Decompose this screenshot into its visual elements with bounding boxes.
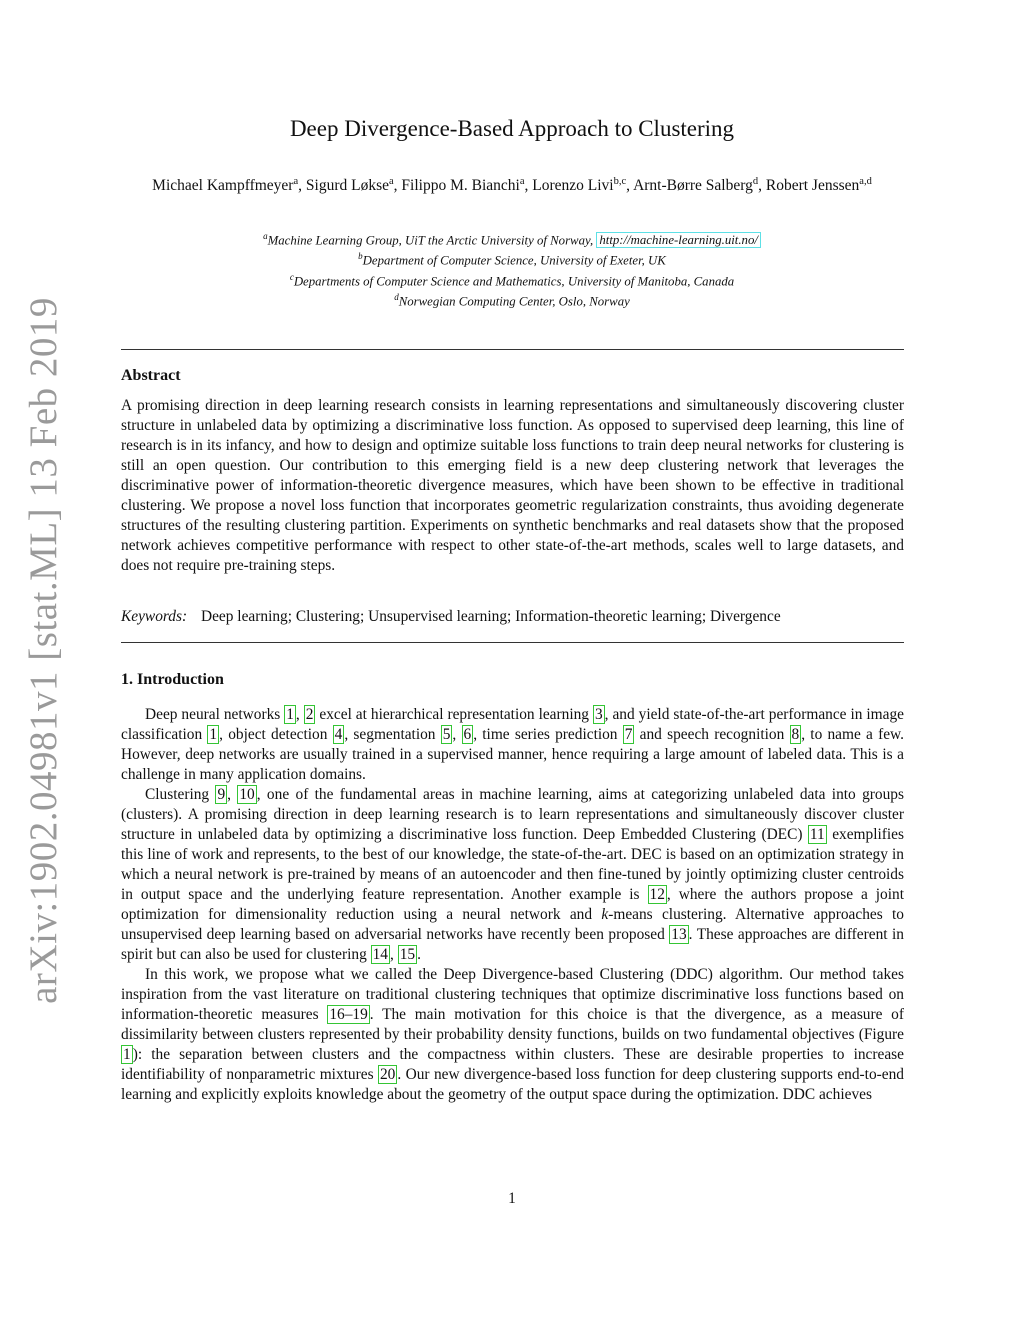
citation-link[interactable]: 20 xyxy=(379,1066,396,1083)
citation-link[interactable]: 1 xyxy=(209,726,218,743)
introduction-body xyxy=(121,705,904,1105)
author-affiliation-marker: a xyxy=(388,176,394,187)
arxiv-identifier-text: arXiv:1902.04981v1 [stat.ML] 13 Feb 2019 xyxy=(21,296,65,1004)
citation-link[interactable]: 4 xyxy=(334,726,343,743)
citation-link[interactable]: 13 xyxy=(671,926,687,943)
citation-link[interactable]: 16–19 xyxy=(329,1006,368,1023)
citation-link[interactable]: 8 xyxy=(791,726,800,743)
arxiv-identifier-stamp xyxy=(14,296,72,1004)
affiliation-marker: b xyxy=(358,251,363,262)
author-name: Sigurd Løkse xyxy=(305,177,389,195)
affiliation-text: Department of Computer Science, University of Exeter, UK xyxy=(362,253,666,268)
keywords-line xyxy=(121,608,904,626)
abstract-bottom-rule xyxy=(121,642,904,643)
citation-link[interactable]: 14 xyxy=(372,946,388,963)
affiliation-link[interactable]: http://machine-learning.uit.no/ xyxy=(596,232,761,248)
author-affiliation-marker: d xyxy=(752,176,759,187)
affiliation-text: Norwegian Computing Center, Oslo, Norway xyxy=(398,294,630,309)
citation-link[interactable]: 7 xyxy=(624,726,633,743)
citation-link[interactable]: 6 xyxy=(463,726,472,743)
affiliation-line xyxy=(120,289,904,309)
citation-link[interactable]: 15 xyxy=(399,946,416,963)
abstract-heading: Abstract xyxy=(121,367,181,384)
keywords-label: Keywords: xyxy=(121,608,188,625)
citation-link[interactable]: 1 xyxy=(123,1046,131,1063)
affiliation-marker: d xyxy=(394,291,399,302)
page-number: 1 xyxy=(508,1190,516,1207)
abstract-text: A promising direction in deep learning research consists in learning representations and simultaneously discovering cluster structure in unlabeled data by optimizing a discriminative loss function. As opposed to supervised deep learning, this line of research is in its infancy, and how to design and optimize suitable loss functions to train deep neural networks for clustering is still an open question. Our contribution to this emerging field is a new deep clustering network that leverages the discriminative power of information-theoretic divergence measures, which have been shown to be effective in traditional clustering. We propose a novel loss function that incorporates geometric regularization constraints, thus avoiding degenerate structures of the resulting clustering partition. Experiments on synthetic benchmarks and real datasets show that the proposed network achieves competitive performance with respect to other state-of-the-art methods, scales well to large datasets, and does not require pre-training steps. xyxy=(121,397,904,574)
affiliation-text: Machine Learning Group, UiT the Arctic University of Norway, xyxy=(267,233,597,248)
citation-link[interactable]: 11 xyxy=(809,826,825,843)
citation-link[interactable]: 2 xyxy=(305,706,314,723)
citation-link[interactable]: 9 xyxy=(217,786,226,803)
citation-link[interactable]: 3 xyxy=(594,706,603,723)
affiliation-marker: a xyxy=(263,231,268,241)
introduction-paragraph: Clustering 9 , 10 , one of the fundamental areas in machine learning, aims at categorizing unlabeled data into groups (clusters). A promising direction in deep learning research is to learn representations and simultaneously discover cluster structure in unlabeled data by optimizing a discriminative loss function. Deep Embedded Clustering (DEC) 11 exemplifies this line of work and represents, to the best of our knowledge, the state-of-the-art. DEC is based on an optimization strategy in which a neural network is pre-trained by means of an autoencoder and then fine-tuned by jointly optimizing cluster centroids in output space and the underlying feature representation. Another example is 12 , where the authors propose a joint optimization for dimensionality reduction using a neural network and k-means clustering. Alternative approaches to unsupervised deep learning based on adversarial networks have recently been proposed 13 . These approaches are different in spirit but can also be used for clustering 14 , 15 . xyxy=(121,786,904,963)
affiliation-marker: c xyxy=(289,271,294,282)
keywords-text: Deep learning; Clustering; Unsupervised learning; Information-theoretic learning; Divergence xyxy=(200,608,781,625)
citation-link[interactable]: 12 xyxy=(649,886,665,903)
section-heading-introduction: 1. Introduction xyxy=(121,671,224,688)
author-affiliation-marker: a,d xyxy=(859,176,872,187)
author-name: Filippo M. Bianchi xyxy=(401,177,520,195)
introduction-paragraph: Deep neural networks 1 , 2 excel at hierarchical representation learning 3 , and yield state-of-the-art performance in image classification 1 , object detection 4 , segmentation 5 , 6 , time series prediction 7 and speech recognition 8 , to name a few. However, deep networks are usually trained in a supervised manner, hence requiring a large amount of labeled data. This is a challenge in many application domains. xyxy=(121,706,905,783)
author-affiliation-marker: a xyxy=(519,176,525,187)
author-affiliation-marker: b,c xyxy=(613,176,627,187)
author-affiliation-marker: a xyxy=(293,176,299,187)
affiliation-line xyxy=(120,248,904,268)
math-variable: k xyxy=(601,906,609,923)
affiliation-list xyxy=(120,228,904,309)
author-name: Lorenzo Livi xyxy=(532,177,614,195)
affiliation-line xyxy=(120,269,904,289)
citation-link[interactable]: 5 xyxy=(442,726,451,743)
author-name: Arnt-Børre Salberg xyxy=(633,177,753,195)
author-name: Robert Jenssen xyxy=(765,177,860,195)
citation-link[interactable]: 1 xyxy=(286,706,294,723)
author-list: Michael Kampffmeyer$^a$, Sigurd Løkse$^a$, Filippo M. Bianchi$^a$, Lorenzo Livi$^{b,c}$, Arnt-Børre Salberg$^d$, Robert Jenssen$^{a,d}$ xyxy=(152,176,872,195)
affiliation-line xyxy=(120,228,904,248)
paper-title: Deep Divergence-Based Approach to Clustering xyxy=(289,116,735,141)
introduction-paragraph: In this work, we propose what we called the Deep Divergence-based Clustering (DDC) algorithm. Our method takes inspiration from the vast literature on traditional clustering techniques that optimize discriminative loss functions based on information-theoretic measures 16–19 . The main motivation for this choice is that the divergence, as a measure of dissimilarity between clusters represented by their probability density functions, builds on two fundamental objectives (Figure 1 ): the separation between clusters and the compactness within clusters. These are desirable properties to increase identifiability of nonparametric mixtures 20 . Our new divergence-based loss function for deep clustering supports end-to-end learning and explicitly exploits knowledge about the geometry of the output space during the optimization. DDC achieves xyxy=(121,966,904,1103)
affiliation-text: Departments of Computer Science and Mathematics, University of Manitoba, Canada xyxy=(293,273,735,288)
citation-link[interactable]: 10 xyxy=(239,786,255,803)
abstract-top-rule xyxy=(121,349,904,350)
author-name: Michael Kampffmeyer xyxy=(152,177,294,195)
